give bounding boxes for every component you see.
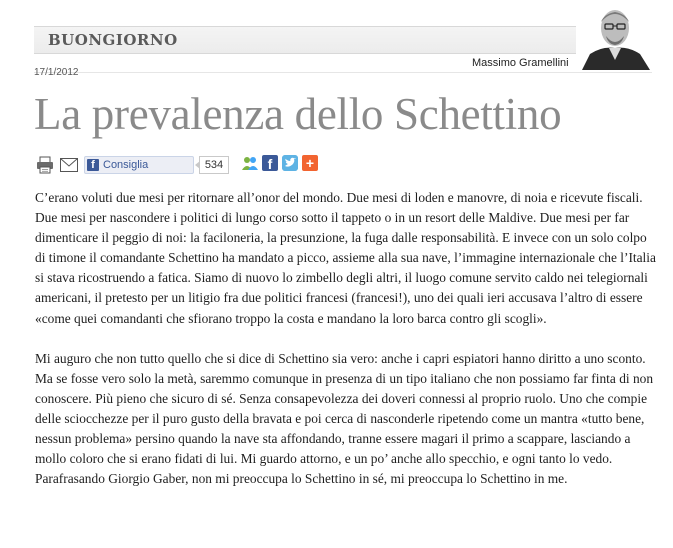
article-body xyxy=(35,188,657,509)
addthis-plus-icon[interactable]: + xyxy=(302,155,318,171)
header-divider xyxy=(34,72,652,73)
print-icon[interactable] xyxy=(36,156,54,174)
share-toolbar xyxy=(36,155,315,177)
share-people-icon[interactable] xyxy=(242,155,258,171)
facebook-like-label: Consiglia xyxy=(103,159,149,171)
email-icon[interactable] xyxy=(60,158,78,172)
column-header-band xyxy=(34,26,652,54)
article-title: La prevalenza dello Schettino xyxy=(34,89,562,139)
facebook-like-count: 534 xyxy=(199,156,229,174)
author-photo xyxy=(576,4,654,70)
column-name[interactable]: BUONGIORNO xyxy=(48,31,178,49)
article-paragraph-1: C’erano voluti due mesi per ritornare all’onor del mondo. Due mesi di loden e manovre, di noia e ricevute fiscali. Due mesi per nascondere i politici di lungo corso sotto il tappeto o in un resort delle Maldive. Due mesi per far dimenticare il peggio di noi: la faciloneria, la presunzione, la fuga dalle responsabilità. E invece con un solo colpo di timone il comandante Schettino ha mandato a picco, assieme alla sua nave, l’immagine internazionale che l’Italia si stava ricostruendo a fatica. Siamo di nuovo lo zimbello degli altri, il luogo comune servito caldo nei telegiornali americani, il pretesto per un litigio fra due politici francesi (francesi!), uno dei quali ieri accusava l’altro di essere «come quei comandanti che sfiorano troppo la costa e mandano la loro barca contro gli scogli». xyxy=(35,190,656,326)
facebook-share-icon[interactable]: f xyxy=(262,155,278,171)
article-date: 17/1/2012 xyxy=(34,67,79,78)
facebook-like-button[interactable] xyxy=(84,156,194,174)
twitter-share-icon[interactable] xyxy=(282,155,298,171)
article-paragraph-2: Mi auguro che non tutto quello che si dice di Schettino sia vero: anche i capri espiatori hanno diritto a uno sconto. Ma se fosse vero solo la metà, saremmo comunque in presenza di un tipo italiano che non possiamo far finta di non conoscere. Più pieno che sicuro di sé. Senza consapevolezza dei doveri connessi al proprio ruolo. Uno che compie delle sciocchezze per il puro gusto della bravata e poi cerca di nasconderle ripetendo come un mantra «tutto bene, nessun problema» persino quando la nave sta affondando, tranne essere magari il primo a scappare, lasciando a mollo coloro che si erano fidati di lui. Mi guardo attorno, e un po’ anche allo specchio, e ogni tanto lo vedo. Parafrasando Giorgio Gaber, non mi preoccupa lo Schettino in sé, mi preoccupa lo Schettino in me. xyxy=(35,350,654,487)
facebook-logo-icon: f xyxy=(87,159,99,171)
author-name[interactable]: Massimo Gramellini xyxy=(472,57,569,69)
